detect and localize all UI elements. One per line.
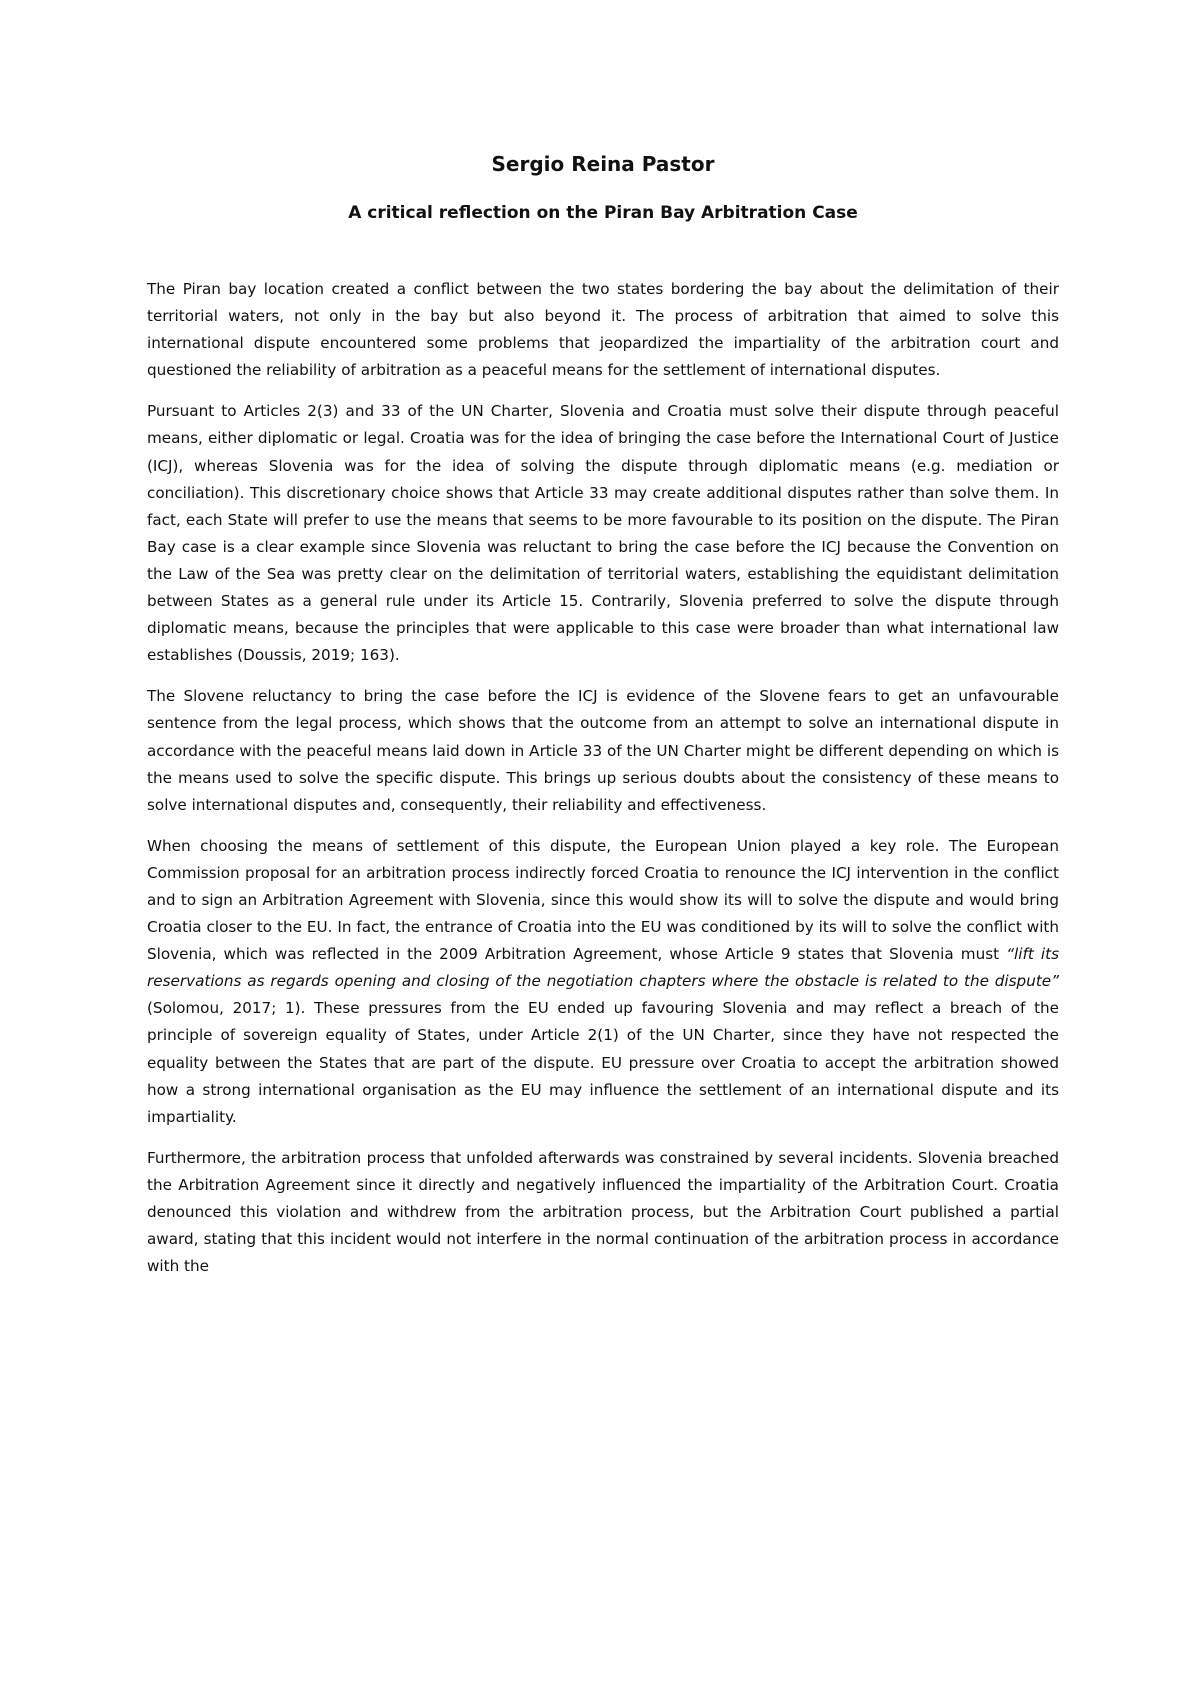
paragraph-arbitration-incidents: Furthermore, the arbitration process that unfolded afterwards was constrained by several incidents. Slovenia breached the Arbitration Agreement since it directly and negatively influenced the impartiality of the Arbitration Court. Croatia denounced this violation and withdrew from the arbitration process, but the Arbitration Court published a partial award, stating that this incident would not interfere in the normal continuation of the arbitration process in accordance with the (147, 1148, 1059, 1276)
paragraph-intro: The Piran bay location created a conflict between the two states bordering the bay about the delimitation of their territorial waters, not only in the bay but also beyond it. The process of arbitration that aimed to solve this international dispute encountered some problems that jeopardized the impartiality of the arbitration court and questioned the reliability of arbitration as a peaceful means for the settlement of international disputes. (147, 280, 1059, 380)
eu-role-text-before-quote: When choosing the means of settlement of this dispute, the European Union played a key role. The European Commission proposal for an arbitration process indirectly forced Croatia to renounce the ICJ intervention in the conflict and to sign an Arbitration Agreement with Slovenia, since this would show its will to solve the dispute and would bring Croatia closer to the EU. In fact, the entrance of Croatia into the EU was conditioned by its will to solve the conflict with Slovenia, which was reflected in the 2009 Arbitration Agreement, whose Article 9 states that Slovenia must (147, 836, 1059, 964)
document-title: A critical reflection on the Piran Bay Arbitration Case (348, 203, 858, 223)
paragraph-eu-role (147, 833, 1059, 1131)
paragraph-slovene-reluctancy: The Slovene reluctancy to bring the case before the ICJ is evidence of the Slovene fears to get an unfavourable sentence from the legal process, which shows that the outcome from an attempt to solve an international dispute in accordance with the peaceful means laid down in Article 33 of the UN Charter might be different depending on which is the means used to solve the specific dispute. This brings up serious doubts about the consistency of these means to solve international disputes and, consequently, their reliability and effectiveness. (147, 687, 1059, 814)
eu-role-text-after-quote: (Solomou, 2017; 1). These pressures from the EU ended up favouring Slovenia and may reflect a breach of the principle of sovereign equality of States, under Article 2(1) of the UN Charter, since they have not respected the equality between the States that are part of the dispute. EU pressure over Croatia to accept the arbitration showed how a strong international organisation as the EU may influence the settlement of an international dispute and its impartiality. (147, 999, 1059, 1126)
paragraph-un-charter: Pursuant to Articles 2(3) and 33 of the UN Charter, Slovenia and Croatia must solve their dispute through peaceful means, either diplomatic or legal. Croatia was for the idea of bringing the case before the International Court of Justice (ICJ), whereas Slovenia was for the idea of solving the dispute through diplomatic means (e.g. mediation or conciliation). This discretionary choice shows that Article 33 may create additional disputes rather than solve them. In fact, each State will prefer to use the means that seems to be more favourable to its position on the dispute. The Piran Bay case is a clear example since Slovenia was reluctant to bring the case before the ICJ because the Convention on the Law of the Sea was pretty clear on the delimitation of territorial waters, establishing the equidistant delimitation between States as a general rule under its Article 15. Contrarily, Slovenia preferred to solve the dispute through diplomatic means, because the principles that were applicable to this case were broader than what international law establishes (Doussis, 2019; 163). (147, 402, 1059, 665)
document-content (147, 150, 1059, 1294)
document-body (147, 276, 1059, 1280)
author-name: Sergio Reina Pastor (491, 152, 715, 176)
agreement-article-9-quote: “lift its reservations as regards opening and closing of the negotiation chapters where the obstacle is related to the dispute” (147, 945, 1059, 991)
